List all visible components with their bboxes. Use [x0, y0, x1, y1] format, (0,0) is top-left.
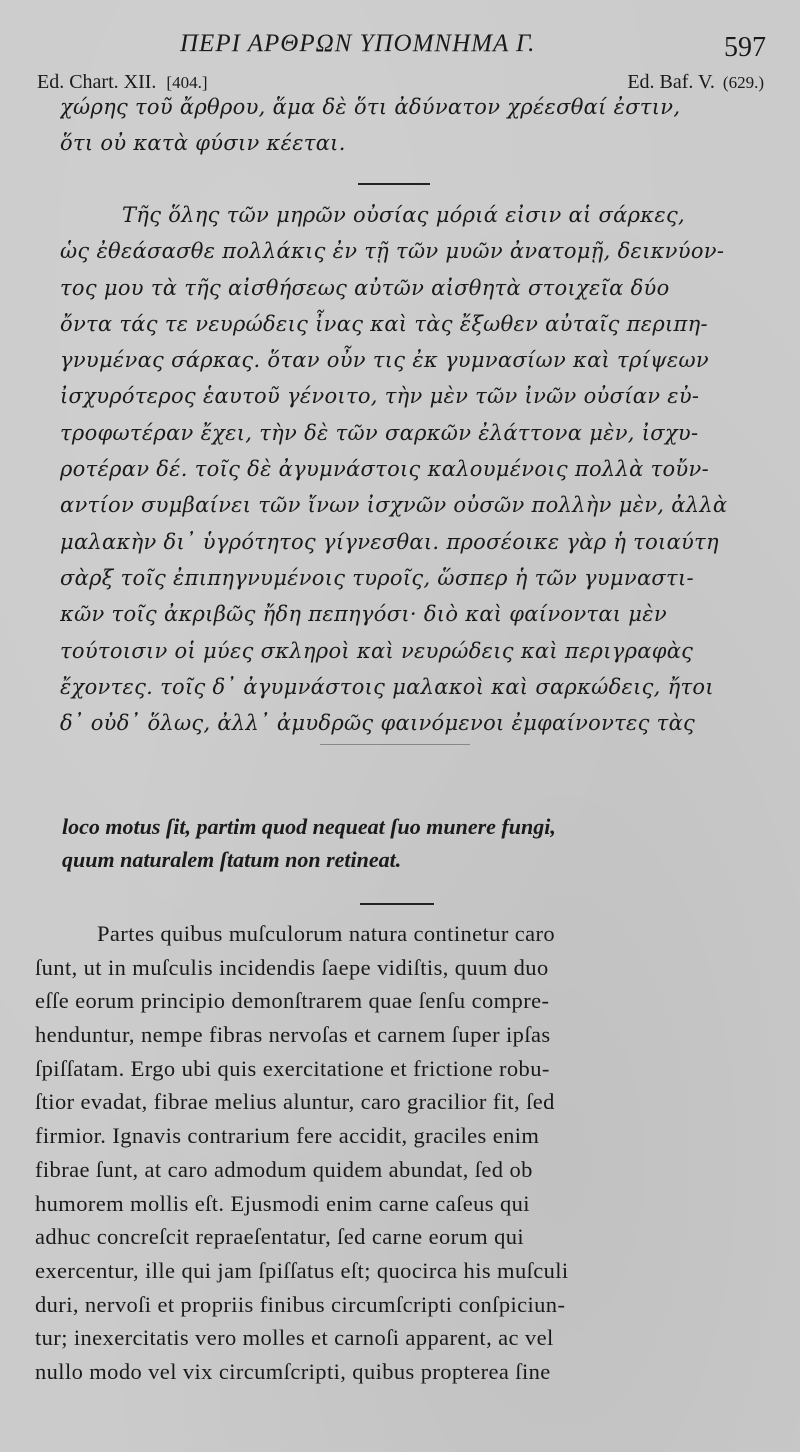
column-divider	[320, 744, 470, 745]
greek-line: αντίον συμβαίνει τῶν ἴνων ἰσχνῶν οὐσῶν πολλὴν μὲν, ἀλλὰ	[60, 493, 728, 518]
latin-line: nullo modo vel vix circumſcripti, quibus propterea ſine	[35, 1358, 551, 1384]
greek-line: τος μου τὰ τῆς αἰσθήσεως αὐτῶν αἰσθητὰ στοιχεῖα δύο	[60, 275, 670, 300]
greek-line: κῶν τοῖς ἀκριβῶς ἤδη πεπηγόσι· διὸ καὶ φαίνονται μὲν	[60, 602, 667, 627]
edition-basel-label: Ed. Baf. V.	[627, 71, 715, 93]
latin-line: firmior. Ignavis contrarium fere accidit, graciles enim	[35, 1123, 540, 1149]
running-title: ΠΕΡΙ ΑΡΘΡΩΝ ΥΠΟΜΝΗΜΑ Γ.	[180, 30, 536, 57]
latin-line: quum naturalem ſtatum non retineat.	[62, 847, 402, 872]
latin-line: ſpiſſatam. Ergo ubi quis exercitatione et frictione robu-	[35, 1055, 550, 1081]
latin-text-continuation	[62, 810, 767, 876]
edition-chartier-ref: [404.]	[166, 73, 208, 92]
latin-line: eſſe eorum principio demonſtrarem quae ſenſu compre-	[35, 988, 550, 1014]
latin-line: loco motus ſit, partim quod nequeat ſuo munere fungi,	[62, 814, 556, 839]
latin-line: Partes quibus muſculorum natura continetur caro	[97, 921, 556, 946]
greek-line: γνυμένας σάρκας. ὅταν οὖν τις ἐκ γυμνασίων καὶ τρίψεων	[60, 348, 709, 373]
greek-line: ἔχοντες. τοῖς δ᾽ ἀγυμνάστοις μαλακοὶ καὶ σαρκώδεις, ἤτοι	[60, 674, 714, 699]
page-header	[0, 30, 800, 64]
section-divider	[360, 903, 434, 905]
latin-text-paragraph	[35, 917, 765, 1389]
latin-line: duri, nervoſi et propriis finibus circumſcripti conſpiciun-	[35, 1291, 566, 1317]
greek-line: δ᾽ οὐδ᾽ ὅλως, ἀλλ᾽ ἀμυδρῶς φαινόμενοι ἐμφαίνοντες τὰς	[60, 711, 696, 736]
greek-line: Τῆς ὅλης τῶν μηρῶν οὐσίας μόριά εἰσιν αἱ σάρκες,	[122, 203, 685, 227]
latin-line: ſunt, ut in muſculis incidendis ſaepe vidiſtis, quum duo	[35, 954, 549, 980]
greek-line: χώρης τοῦ ἄρθρου, ἅμα δὲ ὅτι ἀδύνατον χρέεσθαί ἐστιν,	[60, 95, 681, 119]
latin-line: henduntur, nempe fibras nervoſas et carnem ſuper ipſas	[35, 1022, 551, 1048]
greek-line: τροφωτέραν ἔχει, τὴν δὲ τῶν σαρκῶν ἐλάττονα μὲν, ἰσχυ-	[60, 420, 699, 445]
latin-line: exercentur, ille qui jam ſpiſſatus eſt; quocirca his muſculi	[35, 1257, 569, 1283]
greek-line: μαλακὴν δι᾽ ὑγρότητος γίγνεσθαι. προσέοικε γὰρ ἡ τοιαύτη	[60, 529, 719, 554]
latin-line: adhuc concreſcit repraeſentatur, ſed carne eorum qui	[35, 1224, 525, 1250]
latin-line: tur; inexercitatis vero molles et carnoſi apparent, ac vel	[35, 1325, 554, 1351]
page-number: 597	[724, 32, 766, 63]
latin-line: fibrae ſunt, at caro admodum quidem abundat, ſed ob	[35, 1156, 533, 1182]
greek-line: τούτοισιν οἱ μύες σκληροὶ καὶ νευρώδεις καὶ περιγραφὰς	[60, 638, 694, 663]
edition-chartier-label: Ed. Chart. XII.	[37, 71, 157, 93]
greek-line: ὄντα τάς τε νευρώδεις ἶνας καὶ τὰς ἔξωθεν αὐταῖς περιπη-	[60, 311, 708, 336]
greek-text-paragraph	[60, 197, 765, 741]
greek-line: ἰσχυρότερος ἑαυτοῦ γένοιτο, τὴν μὲν τῶν ἰνῶν οὐσίαν εὐ-	[60, 384, 700, 409]
edition-basel-ref: (629.)	[722, 73, 764, 92]
greek-line: ὡς ἐθεάσασθε πολλάκις ἐν τῇ τῶν μυῶν ἀνατομῇ, δεικνύον-	[60, 239, 725, 264]
latin-line: ſtior evadat, fibrae melius aluntur, caro gracilior fit, ſed	[35, 1089, 555, 1115]
greek-line: ροτέραν δέ. τοῖς δὲ ἀγυμνάστοις καλουμένοις πολλὰ τοὔν-	[60, 457, 709, 482]
latin-line: humorem mollis eſt. Ejusmodi enim carne caſeus qui	[35, 1190, 530, 1216]
greek-text-continuation	[60, 89, 765, 162]
greek-line: ὅτι οὐ κατὰ φύσιν κέεται.	[60, 131, 346, 156]
greek-line: σὰρξ τοῖς ἐπιπηγνυμένοις τυροῖς, ὥσπερ ἡ τῶν γυμναστι-	[60, 565, 694, 590]
section-divider	[358, 183, 430, 185]
